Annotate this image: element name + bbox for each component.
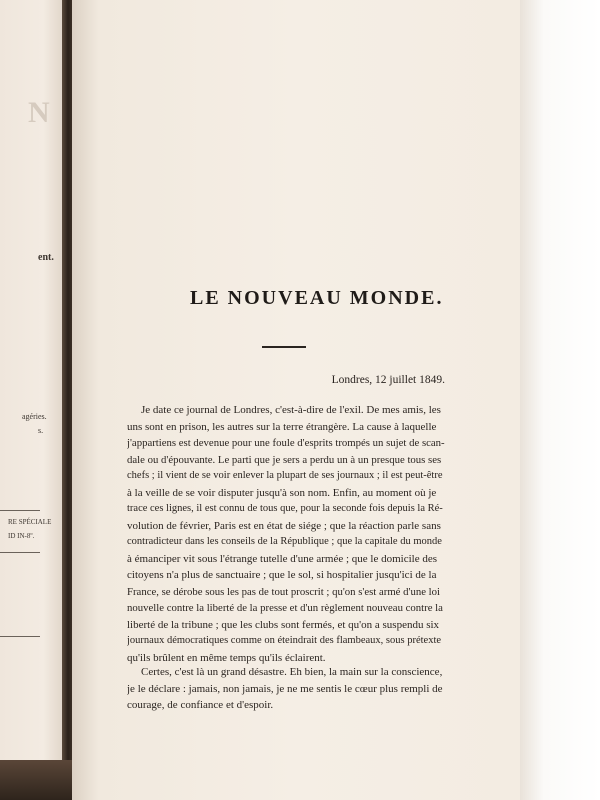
bleed-through-letters: N (28, 96, 50, 129)
text-line: je le déclare : jamais, non jamais, je ne me sentis le cœur plus rempli de (127, 682, 443, 695)
left-page (0, 0, 62, 800)
left-page-fragment: ent. (38, 252, 54, 263)
left-page-rule (0, 636, 40, 637)
left-page-fragment: ID IN-8º. (8, 532, 35, 540)
left-page-fragment: agéries. (22, 412, 47, 421)
text-line: dale ou d'épouvante. Le parti que je sers a perdu un à un presque tous ses (127, 453, 442, 466)
text-line: à la veille de se voir disputer jusqu'à son nom. Enfin, au moment où je (127, 486, 437, 499)
paragraph-2 (127, 664, 445, 714)
title-rule (262, 346, 306, 348)
text-line: à émanciper vit sous l'étrange tutelle d'une armée ; que le domicile des (127, 552, 438, 565)
page-edge (520, 0, 600, 800)
left-page-fragment: RE SPÉCIALE (8, 518, 52, 526)
text-line: j'appartiens est devenue pour une foule d'esprits trompés un sujet de scan- (127, 437, 445, 449)
text-line: France, se dérobe sous les pas de tout proscrit ; qu'on s'est armé d'une loi (127, 585, 441, 598)
chapter-title: LE NOUVEAU MONDE. (190, 287, 444, 309)
text-line: journaux démocratiques comme on éteindrait des flambeaux, sous prétexte (127, 635, 442, 646)
text-line: courage, de confiance et d'espoir. (127, 699, 274, 711)
text-line: contradicteur dans les conseils de la République ; que la capitale du monde (127, 536, 442, 547)
dateline: Londres, 12 juillet 1849. (331, 374, 445, 386)
left-page-fragment: s. (38, 426, 44, 435)
text-line: qu'ils brûlent en même temps qu'ils éclairent. (127, 651, 326, 664)
text-line: citoyens n'a plus de sanctuaire ; que le sol, si hospitalier jusqu'ici de la (127, 569, 437, 581)
left-page-rule (0, 552, 40, 553)
text-line: chefs ; il vient de se voir enlever la plupart de ses journaux ; il est peut-être (127, 470, 443, 481)
book-cover-bottom (0, 760, 80, 800)
text-line: Je date ce journal de Londres, c'est-à-dire de l'exil. De mes amis, les (141, 404, 441, 416)
text-line: uns sont en prison, les autres sur la terre étrangère. La cause à laquelle (127, 420, 437, 433)
text-line: liberté de la tribune ; que les clubs sont fermés, et qu'on a suspendu six (127, 618, 440, 631)
book-spine (62, 0, 72, 800)
text-line: volution de février, Paris est en état de siége ; que la réaction parle sans (127, 519, 441, 532)
text-line: Certes, c'est là un grand désastre. Eh bien, la main sur la conscience, (141, 666, 443, 678)
text-line: trace ces lignes, il est connu de tous que, pour la seconde fois depuis la Ré- (127, 503, 443, 514)
left-page-rule (0, 510, 40, 511)
paragraph-1 (127, 402, 445, 666)
text-line: nouvelle contre la liberté de la presse et d'un règlement nouveau contre la (127, 602, 443, 614)
